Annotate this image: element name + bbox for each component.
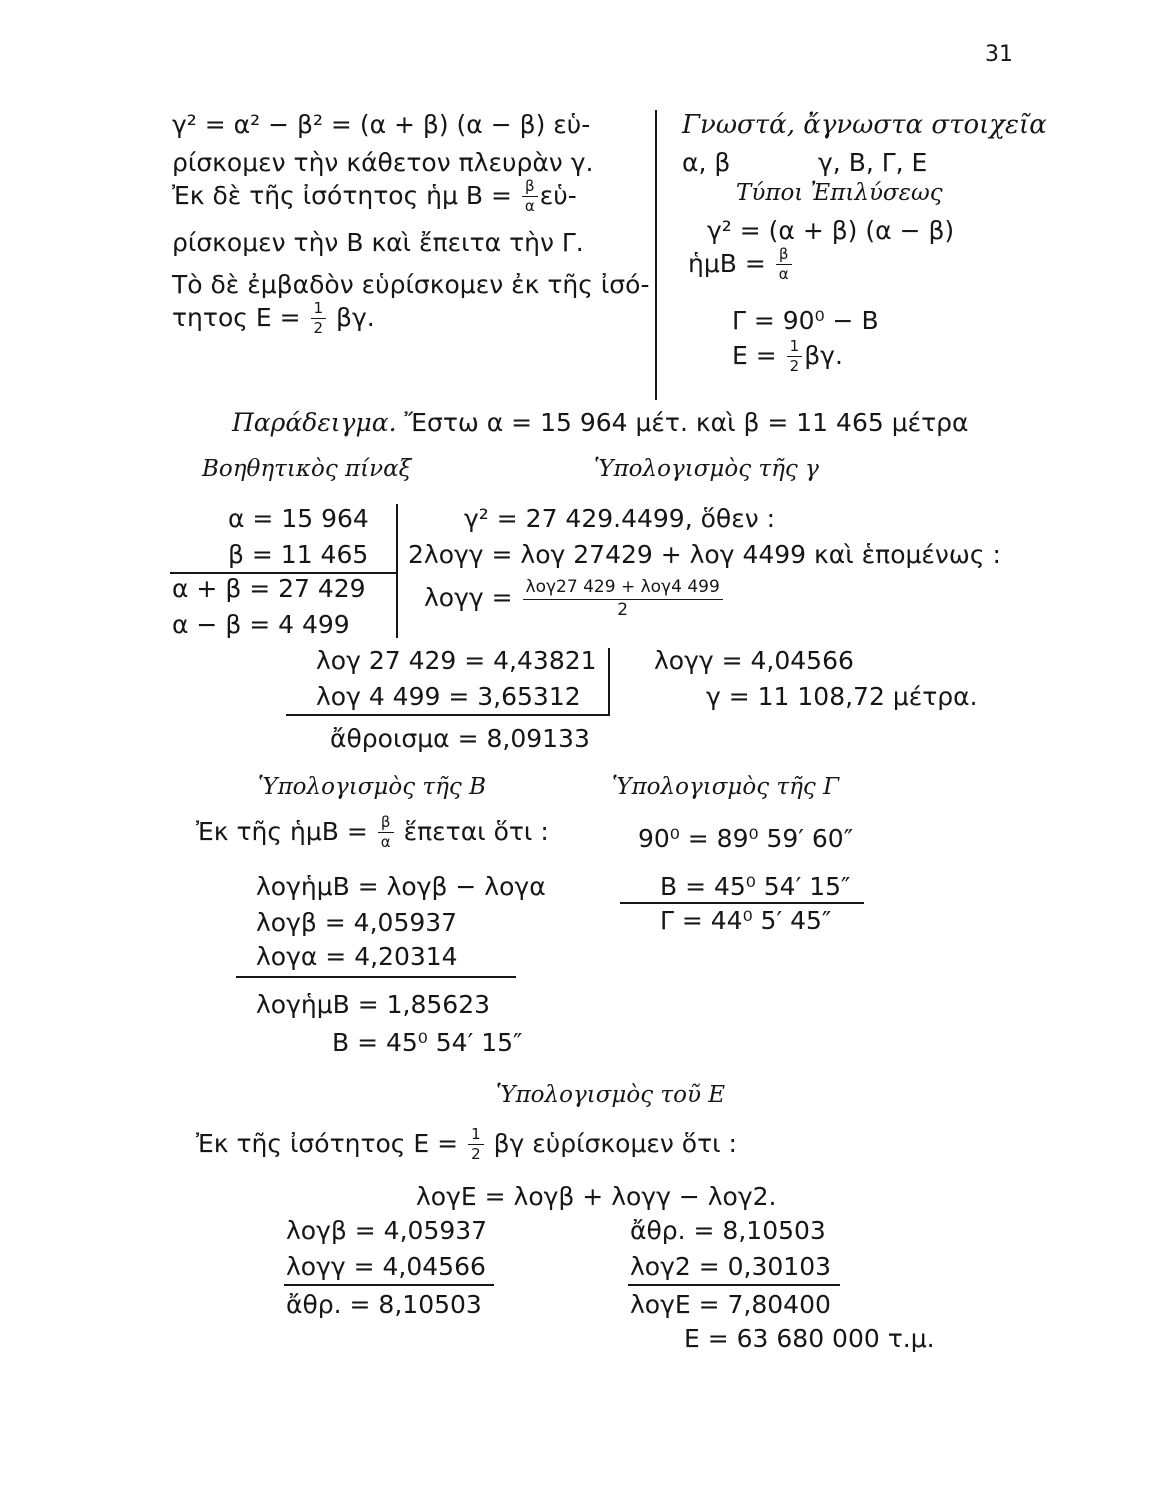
formula-hmB-fraction <box>776 246 792 284</box>
formula-gamma: γ² = (α + β) (α − β) <box>707 216 955 245</box>
calc-E-title: Ὑπολογισμὸς τοῦ Ε <box>496 1082 726 1108</box>
G-line-2: Β = 45⁰ 54′ 15″ <box>660 872 851 901</box>
fraction-denominator: 2 <box>313 319 324 338</box>
fraction-numerator: 1 <box>311 300 327 319</box>
B-line-1-text: Ἐκ τῆς ἡμΒ = <box>196 816 368 846</box>
left-line-6-tail: βγ. <box>336 302 375 332</box>
E-line-1-tail: βγ εὑρίσκομεν ὅτι : <box>493 1128 737 1158</box>
gamma-line-3 <box>424 578 725 620</box>
left-line-3-text: Ἐκ δὲ τῆς ἰσότητος ἡμ Β = <box>172 180 512 210</box>
formula-E-tail: βγ. <box>804 340 843 370</box>
unknown-elements: γ, Β, Γ, Ε <box>818 148 928 177</box>
fraction-numerator: 1 <box>787 338 803 357</box>
fraction-numerator: 1 <box>468 1126 484 1145</box>
left-line-3 <box>172 178 577 216</box>
fraction-denominator: α <box>524 197 535 216</box>
B-line-1-tail: ἕπεται ὅτι : <box>403 816 549 846</box>
E-col2-line-2: λογ2 = 0,30103 <box>630 1252 832 1281</box>
fraction-denominator: α <box>380 833 391 852</box>
fraction-numerator: β <box>378 814 394 833</box>
G-line-1: 90⁰ = 89⁰ 59′ 60″ <box>638 824 854 853</box>
left-line-6 <box>172 300 375 338</box>
example-label: Παράδειγμα. <box>232 408 397 437</box>
fraction-numerator: λογ27 429 + λογ4 499 <box>523 578 723 600</box>
left-line-3-tail: εὑ- <box>539 180 577 210</box>
gamma-line-3-text: λογγ = <box>424 583 513 613</box>
E-col2-line-1: ἄθρ. = 8,10503 <box>630 1216 826 1245</box>
G-rule <box>620 902 864 904</box>
aux-alpha: α = 15 964 <box>228 504 369 533</box>
right-col-title: Γνωστά, ἄγνωστα στοιχεῖα <box>682 110 1047 140</box>
left-line-1: γ² = α² − β² = (α + β) (α − β) εὑ- <box>172 110 591 139</box>
fraction-numerator: β <box>776 246 792 265</box>
E-col1-rule <box>284 1284 494 1286</box>
aux-divider <box>396 504 398 638</box>
known-elements: α, β <box>682 148 731 177</box>
B-line-4: λογα = 4,20314 <box>256 942 458 971</box>
B-line-2: λογἡμΒ = λογβ − λογα <box>256 872 546 901</box>
fraction-numerator: β <box>522 178 538 197</box>
gamma-log-rule <box>286 714 610 716</box>
aux-table-title: Βοηθητικὸς πίναξ <box>202 456 412 482</box>
formula-hmB-text: ἡμΒ = <box>688 248 766 278</box>
gamma-log-2: λογ 4 499 = 3,65312 <box>316 682 581 711</box>
E-col2-line-3: λογΕ = 7,80400 <box>630 1290 831 1319</box>
B-line-3: λογβ = 4,05937 <box>256 908 458 937</box>
right-col-subtitle: Τύποι Ἐπιλύσεως <box>736 180 943 206</box>
calc-B-title: Ὑπολογισμὸς τῆς Β <box>258 774 487 800</box>
left-line-6-fraction <box>311 300 327 338</box>
E-col1-line-3: ἄθρ. = 8,10503 <box>286 1290 482 1319</box>
gamma-log-1: λογ 27 429 = 4,43821 <box>316 646 597 675</box>
left-line-5: Τὸ δὲ ἐμβαδὸν εὑρίσκομεν ἐκ τῆς ἰσό- <box>172 270 650 299</box>
calc-G-title: Ὑπολογισμὸς τῆς Γ <box>612 774 840 800</box>
fraction-denominator: 2 <box>789 357 800 376</box>
gamma-log-divider <box>608 648 610 716</box>
E-line-1 <box>196 1126 737 1164</box>
gamma-result-1: λογγ = 4,04566 <box>654 646 854 675</box>
gamma-line-1: γ² = 27 429.4499, ὅθεν : <box>464 504 776 533</box>
E-col2-rule <box>628 1284 840 1286</box>
formula-E-text: Ε = <box>732 340 777 370</box>
B-line-5: λογἡμΒ = 1,85623 <box>256 990 491 1019</box>
B-rule <box>236 976 516 978</box>
E-col1-line-2: λογγ = 4,04566 <box>286 1252 486 1281</box>
E-col2-line-4: Ε = 63 680 000 τ.μ. <box>684 1324 935 1353</box>
gamma-line-3-fraction <box>523 578 723 620</box>
example-line <box>232 410 969 435</box>
fraction-denominator: 2 <box>617 599 629 620</box>
E-line-2: λογΕ = λογβ + λογγ − λογ2. <box>416 1182 777 1211</box>
left-line-6-text: τητος Ε = <box>172 302 301 332</box>
formula-G: Γ = 90⁰ − Β <box>732 306 879 335</box>
aux-diff: α − β = 4 499 <box>172 610 350 639</box>
calc-gamma-title: Ὑπολογισμὸς τῆς γ <box>594 456 819 482</box>
column-divider <box>655 110 657 400</box>
E-line-1-text: Ἐκ τῆς ἰσότητος Ε = <box>196 1128 459 1158</box>
left-line-3-fraction <box>522 178 538 216</box>
B-line-1-fraction <box>378 814 394 852</box>
formula-E <box>732 338 843 376</box>
left-line-4: ρίσκομεν τὴν Β καὶ ἔπειτα τὴν Γ. <box>172 228 584 257</box>
left-line-2: ρίσκομεν τὴν κάθετον πλευρὰν γ. <box>172 148 594 177</box>
E-col1-line-1: λογβ = 4,05937 <box>286 1216 488 1245</box>
fraction-denominator: α <box>778 265 789 284</box>
gamma-result-2: γ = 11 108,72 μέτρα. <box>706 682 978 711</box>
formula-E-fraction <box>787 338 803 376</box>
aux-sum: α + β = 27 429 <box>172 574 366 603</box>
example-text: Ἔστω α = 15 964 μέτ. καὶ β = 11 465 μέτρα <box>404 408 969 437</box>
gamma-line-2: 2λογγ = λογ 27429 + λογ 4499 καὶ ἑπομένως : <box>408 540 1001 569</box>
page-number: 31 <box>985 42 1013 67</box>
fraction-denominator: 2 <box>471 1145 481 1164</box>
aux-beta: β = 11 465 <box>228 540 369 569</box>
gamma-log-sum: ἄθροισμα = 8,09133 <box>330 724 590 753</box>
B-line-6: Β = 45⁰ 54′ 15″ <box>332 1028 523 1057</box>
E-line-1-fraction <box>468 1126 484 1164</box>
B-line-1 <box>196 814 549 852</box>
G-line-3: Γ = 44⁰ 5′ 45″ <box>660 906 832 935</box>
formula-hmB <box>688 246 794 284</box>
